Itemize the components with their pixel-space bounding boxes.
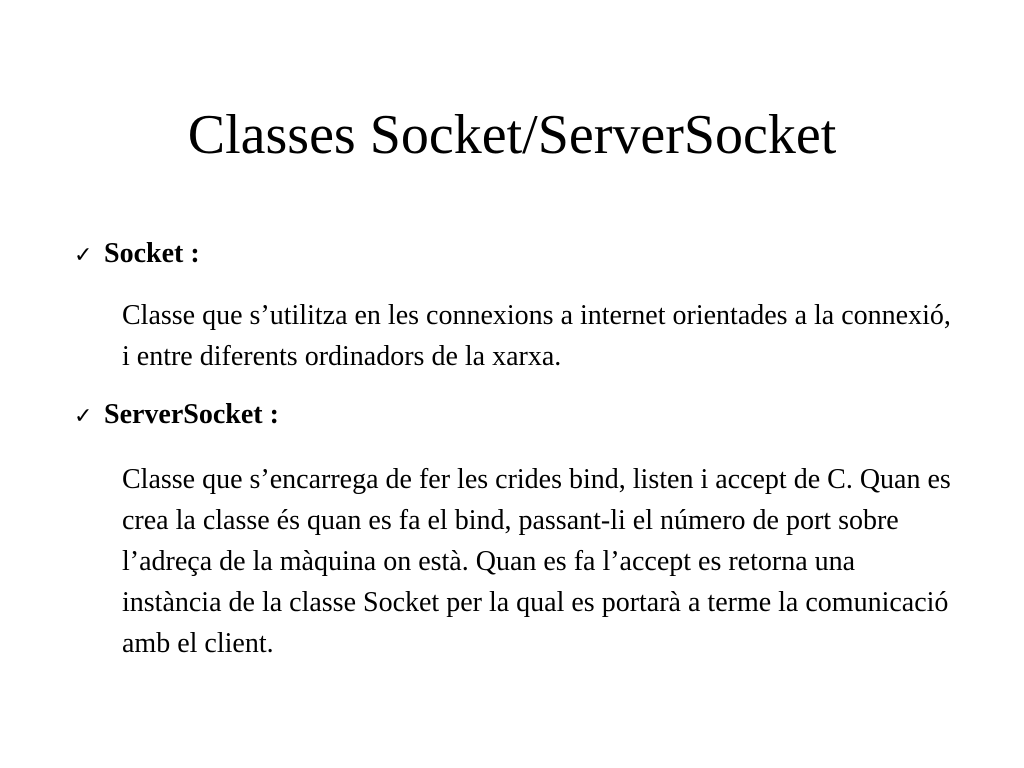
description-serversocket: Classe que s’encarrega de fer les crides bind, listen i accept de C. Quan es crea la classe és quan es fa el bind, passant-li el número de port sobre l’adreça de la màquina on està. Quan es fa l’accept es retorna una instància de la classe Socket per la qual es portarà a terme la comunicació amb el client. [122,464,951,659]
bullet-socket [74,237,200,273]
bullet-heading-socket: Socket : [104,238,200,269]
check-mark-icon: ✓ [74,243,93,268]
bullet-serversocket [74,398,279,434]
description-socket: Classe que s’utilitza en les connexions a internet orientades a la connexió, i entre diferents ordinadors de la xarxa. [122,300,951,372]
bullet-heading-serversocket: ServerSocket : [104,399,279,430]
check-mark-icon: ✓ [74,404,93,429]
slide-title: Classes Socket/ServerSocket [187,104,837,166]
